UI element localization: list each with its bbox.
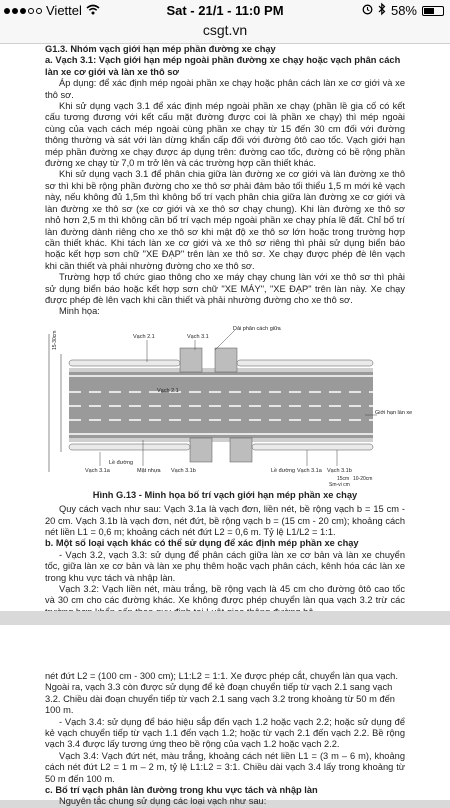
label-median: Dải phân cách giữa bbox=[233, 325, 281, 332]
section-g13-text-page2 bbox=[45, 671, 405, 808]
section-heading: a. Vạch 3.1: Vạch giới hạn mép ngoài phần đường xe chạy hoặc vạch phân cách làn xe cơ giới và làn xe thô sơ bbox=[45, 55, 401, 77]
page-separator bbox=[0, 611, 450, 625]
paragraph: nét đứt L2 = (100 cm - 300 cm); L1:L2 = 1:1. Xe được phép cắt, chuyển làn qua vạch. Ngoài ra, vạch 3.3 còn được sử dụng để kẻ đoạn chuyển tiếp từ vạch 2.1 sang vạch 3.2. Chiều dài đoạn chuyển tiếp từ vạch 2.1 sang vạch 3.2 trong khoảng từ 50 m đến 100 m. bbox=[45, 671, 398, 716]
section-heading: G1.3. Nhóm vạch giới hạn mép phần đường xe chạy bbox=[45, 44, 276, 54]
label-roadside: Lề đường bbox=[109, 459, 134, 466]
label-lane-edge: Giới hạn làn xe bbox=[375, 409, 413, 416]
paragraph: Quy cách vạch như sau: Vạch 3.1a là vạch đơn, liền nét, bề rộng vạch b = 15 cm - 20 cm. Vạch 3.1b là vạch đơn, nét đứt, bề rộng vạch b = (15 cm - 20 cm); khoảng cách nét liền L1 = 0,6 m; khoảng cách nét đứt L2 = 0,6 m. Tỷ lệ L1/L2 = 1:1. bbox=[45, 504, 405, 537]
battery-fill bbox=[424, 8, 434, 14]
url-text: csgt.vn bbox=[202, 22, 248, 38]
status-time: Sat - 21/1 - 11:0 PM bbox=[166, 3, 284, 18]
label-dim-side: 15-30cm bbox=[52, 330, 58, 350]
battery-percent: 58% bbox=[390, 3, 417, 18]
paragraph: Áp dụng: để xác định mép ngoài phần xe chạy hoặc phân cách làn xe cơ giới và xe thô sơ. bbox=[45, 78, 405, 100]
alarm-icon bbox=[362, 3, 373, 18]
status-bar bbox=[0, 0, 450, 22]
document-page-163 bbox=[0, 44, 450, 611]
paragraph: Nguyên tắc chung sử dụng các loại vạch như sau: bbox=[59, 796, 267, 807]
paragraph: Khi sử dụng vạch 3.1 để xác định mép ngoài phần xe chạy (phần lề gia cố có kết cấu tương đương với kết cấu mặt đường được coi là phần xe chạy) thì mép ngoài cùng của vạch cách mép ngoài cùng phần xe chạy từ 15 đến 30 cm đối với đường thông thường và sát với làn dừng khẩn cấp đối với đường ôtô cao tốc. Vạch giới hạn mép phần đường xe chạy được áp dụng trên: đường cao tốc, đường có bề rộng phần đường xe chạy từ 7,0 m trở lên và các trường hợp cần thiết khác. bbox=[45, 101, 405, 169]
figure-caption: Hình G.13 - Minh họa bố trí vạch giới hạn mép phần xe chạy bbox=[92, 489, 358, 500]
figure-g13 bbox=[45, 320, 413, 488]
label-vach21-mid: Vạch 2.1 bbox=[157, 387, 179, 394]
label-vach31a-2: Vạch 3.1a bbox=[297, 467, 322, 474]
carrier-name: Viettel bbox=[46, 3, 82, 18]
section-heading: c. Bố trí vạch phân làn đường trong khu vực tách và nhập làn bbox=[45, 785, 318, 796]
label-dim-3: Sm-vi cm bbox=[329, 481, 350, 488]
label-vach31a: Vạch 3.1a bbox=[85, 467, 110, 474]
label-vach31b: Vạch 3.1b bbox=[171, 467, 196, 474]
paragraph: Vạch 3.4: Vạch đứt nét, màu trắng, khoảng cách nét liền L1 = (3 m – 6 m), khoảng cách nét đứt L2 = 1 m – 2 m, tỷ lệ L1:L2 = 3:1. Chiều dài vạch 3.4 lấy trong khoảng từ 50 m đến 100 m. bbox=[45, 750, 405, 784]
label-vach31-top: Vạch 3.1 bbox=[187, 333, 209, 340]
address-bar[interactable] bbox=[0, 22, 450, 44]
paragraph: Minh họa: bbox=[59, 306, 100, 317]
label-vach31b-2: Vạch 3.1b bbox=[327, 467, 352, 474]
battery-icon bbox=[422, 6, 444, 16]
bluetooth-icon bbox=[378, 3, 386, 18]
label-vach21-top: Vạch 2.1 bbox=[133, 333, 155, 340]
label-dim-2: 10-20cm bbox=[353, 475, 373, 482]
section-heading: b. Một số loại vạch khác có thể sử dụng để xác định mép phần xe chạy bbox=[45, 538, 359, 549]
status-right bbox=[362, 3, 444, 18]
label-dim-1: 15cm bbox=[337, 475, 350, 482]
paragraph: Trường hợp tổ chức giao thông cho xe máy chạy chung làn với xe thô sơ thì phải sử dụng biển báo hoặc kết hợp sơn chữ "XE MÁY", "XE ĐẠP" trên làn này. Xe chạy được phép đè lên vạch khi cần thiết và phải nhường đường cho xe thô sơ. bbox=[45, 272, 405, 305]
section-g13-text bbox=[45, 44, 405, 318]
label-roadside-2: Lề đường bbox=[271, 467, 296, 474]
paragraph: - Vạch 3.2, vạch 3.3: sử dụng để phân cách giữa làn xe cơ bản và làn xe chuyển tốc, giữa làn xe cơ bản và làn xe phụ thêm hoặc vạch phân cách, kênh hóa các làn xe trong khu vực tách và nhập làn. bbox=[45, 549, 405, 583]
paragraph: Khi sử dụng vạch 3.1 để phân chia giữa làn đường xe cơ giới và làn đường xe thô sơ thì khi bề rộng phần đường cho xe thô sơ phải đảm bảo tối thiểu 1,5 m mới kẻ vạch này, nếu không đủ 1,5m thì không bố trí vạch phân chia giữa làn đường xe cơ giới và làn đường xe thô sơ (xe cơ giới và xe thô sơ chạy chung). Khi làn đường xe thô sơ nhỏ hơn 2,5 m thì không cần bố trí vạch mép ngoài phần xe chạy phía lề đất. Chỉ bố trí làn đường dành riêng cho xe thô sơ khi mật độ xe thô sơ lớn hoặc trong trường hợp cần thiết khác. Khi tách làn xe cơ giới và xe thô sơ riêng thì phải sử dụng biển báo hoặc kết hợp sơn chữ "XE ĐẠP" trên làn xe thô sơ. Xe chạy được phép đè lên vạch khi cần thiết và phải nhường đường cho xe thô sơ. bbox=[45, 169, 405, 271]
paragraph: Vạch 3.2: Vạch liền nét, màu trắng, bề rộng vạch là 45 cm cho đường ôtô cao tốc và 30 cm cho các đường khác. Xe không được phép chuyển làn qua vạch 3.2 trừ các bbox=[45, 584, 405, 606]
label-surface: Mặt nhựa bbox=[137, 467, 161, 474]
paragraph: - Vạch 3.4: sử dụng để báo hiệu sắp đến vạch 1.2 hoặc vạch 2.2; hoặc sử dụng để kẻ vạch chuyển tiếp từ vạch 1.1 đến vạch 1.2; hoặc từ vạch 2.1 đến vạch 2.2. Bề rộng vạch 3.4 được lấy tương ứng theo bề rộng của vạch 1.2 hoặc vạch 2.2. bbox=[45, 716, 405, 750]
document-page-164 bbox=[0, 625, 450, 807]
